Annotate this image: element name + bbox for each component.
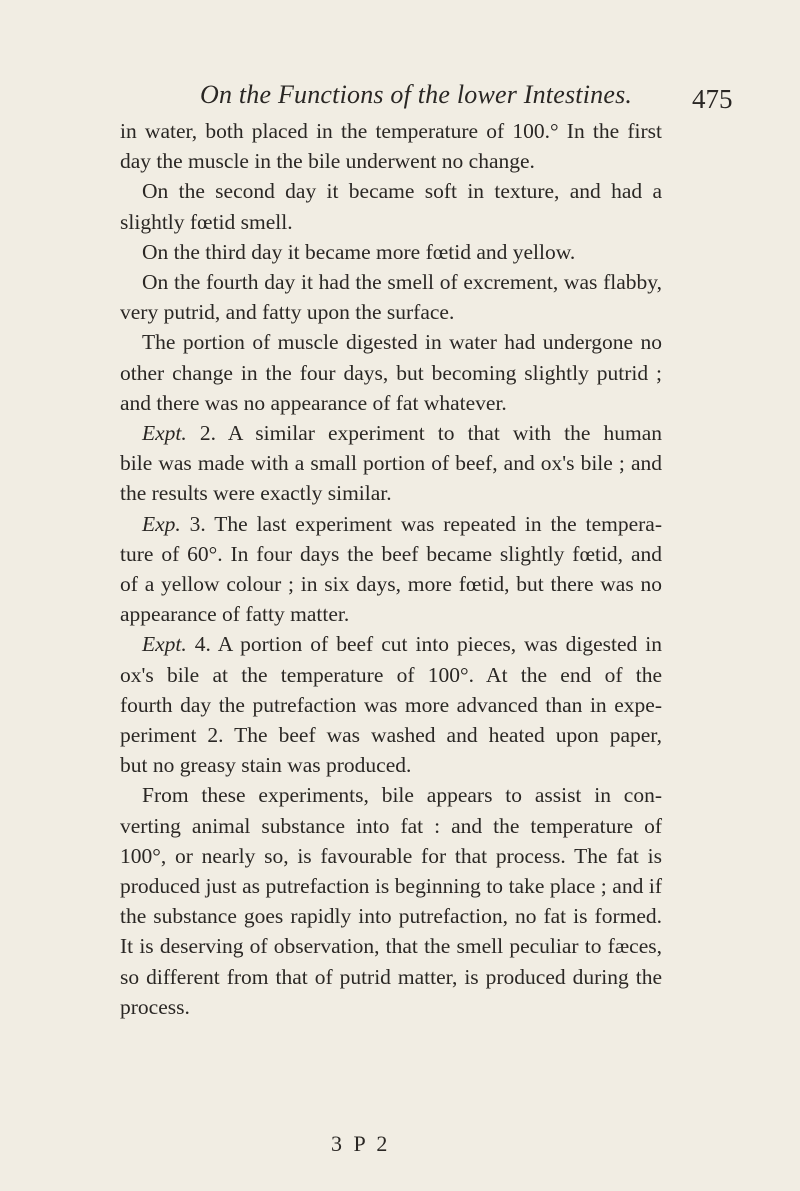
text-line — [120, 237, 662, 267]
line-text: but no greasy stain was produced. — [120, 753, 412, 778]
line-text: fourth day the putrefaction was more advanced than in expe- — [120, 692, 662, 717]
line-text: It is deserving of observation, that the smell peculiar to fæces, — [120, 934, 662, 959]
text-line — [120, 478, 662, 508]
text-line — [120, 599, 662, 629]
text-line — [120, 539, 662, 569]
line-text: ture of 60°. In four days the beef became slightly fœtid, and — [120, 541, 662, 566]
text-line — [120, 267, 662, 297]
text-line — [120, 750, 662, 780]
text-line — [120, 629, 662, 659]
text-line — [120, 992, 662, 1022]
text-line — [120, 569, 662, 599]
line-text: the results were exactly similar. — [120, 481, 392, 506]
text-line — [120, 660, 662, 690]
text-line — [120, 327, 662, 357]
text-line — [120, 931, 662, 961]
line-text: other change in the four days, but becoming slightly putrid ; — [120, 360, 662, 385]
text-line — [120, 176, 662, 206]
line-text: slightly fœtid smell. — [120, 209, 293, 234]
text-line — [120, 448, 662, 478]
signature-mark: 3 P 2 — [331, 1131, 391, 1156]
line-text: On the fourth day it had the smell of excrement, was flabby, — [142, 270, 662, 295]
line-text: periment 2. The beef was washed and heated upon paper, — [120, 723, 662, 748]
text-line — [120, 901, 662, 931]
line-text: process. — [120, 994, 190, 1019]
text-line — [120, 690, 662, 720]
line-text: appearance of fatty matter. — [120, 602, 350, 627]
text-line — [120, 358, 662, 388]
running-title: On the Functions of the lower Intestines. — [200, 80, 633, 109]
text-line — [120, 720, 662, 750]
experiment-label: Expt. — [142, 632, 187, 657]
line-text: day the muscle in the bile underwent no change. — [120, 149, 535, 174]
line-text: the substance goes rapidly into putrefaction, no fat is formed. — [120, 904, 662, 929]
line-text: On the third day it became more fœtid and yellow. — [142, 239, 576, 264]
line-text: The portion of muscle digested in water had undergone no — [142, 330, 662, 355]
line-text: in water, both placed in the temperature of 100.° In the first — [120, 119, 662, 143]
line-text: and there was no appearance of fat whatever. — [120, 390, 507, 415]
text-line — [120, 297, 662, 327]
line-text: From these experiments, bile appears to assist in con- — [142, 783, 662, 808]
page-number: 475 — [692, 84, 733, 114]
line-text: produced just as putrefaction is beginning to take place ; and if — [120, 874, 662, 899]
line-text: so different from that of putrid matter, is produced during the — [120, 964, 662, 989]
text-line — [120, 116, 662, 146]
text-line — [120, 146, 662, 176]
text-line — [120, 509, 662, 539]
text-line — [120, 388, 662, 418]
text-line — [120, 811, 662, 841]
line-text: verting animal substance into fat : and the temperature of — [120, 813, 662, 838]
text-line — [120, 841, 662, 871]
experiment-label: Exp. — [142, 511, 181, 536]
text-line — [120, 207, 662, 237]
line-text: On the second day it became soft in texture, and had a — [142, 179, 662, 204]
body-text — [120, 116, 662, 1022]
text-line — [120, 418, 662, 448]
text-line — [120, 780, 662, 810]
line-text: of a yellow colour ; in six days, more fœtid, but there was no — [120, 572, 662, 597]
line-text: 4. A portion of beef cut into pieces, was digested in — [186, 632, 662, 657]
text-line — [120, 962, 662, 992]
line-text: ox's bile at the temperature of 100°. At the end of the — [120, 662, 662, 687]
line-text: 2. A similar experiment to that with the human — [186, 421, 662, 446]
line-text: very putrid, and fatty upon the surface. — [120, 300, 455, 325]
line-text: 3. The last experiment was repeated in the tempera- — [180, 511, 662, 536]
text-line — [120, 871, 662, 901]
line-text: bile was made with a small portion of beef, and ox's bile ; and — [120, 451, 662, 476]
line-text: 100°, or nearly so, is favourable for that process. The fat is — [120, 843, 662, 868]
experiment-label: Expt. — [142, 421, 187, 446]
